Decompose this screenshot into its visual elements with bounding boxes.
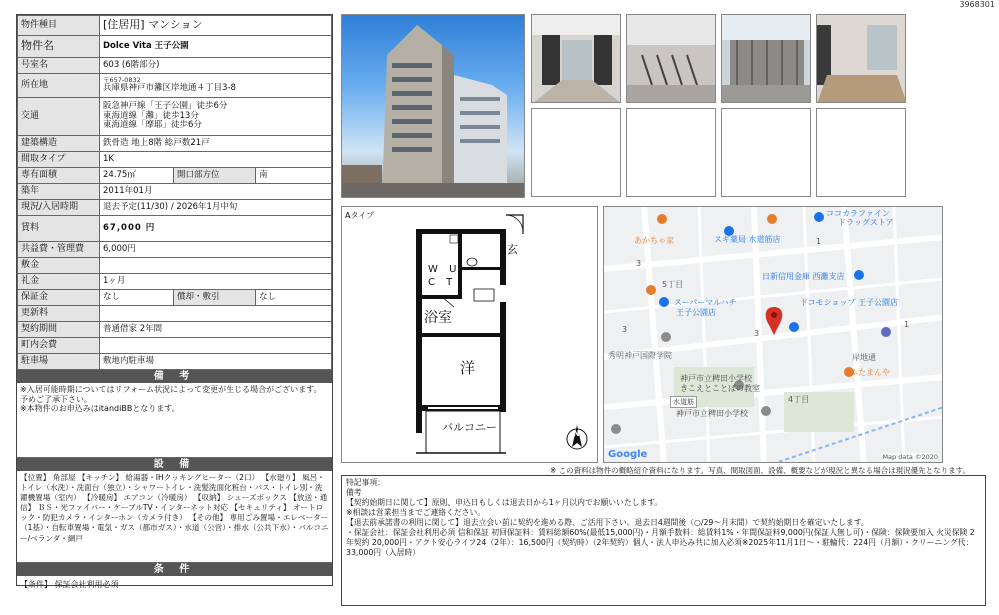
direction-value: 南 (256, 168, 332, 184)
room-label-bath: 浴室 (424, 310, 452, 326)
row-parking (18, 354, 332, 370)
remarks-line: ※入居可能時期についてはリフォーム状況によって変更が生じる場合がございます。予めご了承下さい。 (20, 385, 322, 404)
community-label: 町内会費 (18, 338, 100, 354)
conditions-text: 【条件】 保証会社利用必須 (20, 580, 119, 589)
row-address (18, 74, 332, 98)
map-label: あかちゃ家 (634, 236, 674, 245)
remarks-box (17, 383, 332, 458)
room-label-ct: C T (428, 277, 457, 288)
map-label: ドコモショップ 王子公園店 (800, 298, 899, 307)
map-label: ドラッグストア (838, 218, 894, 227)
transport-label: 交通 (18, 98, 100, 136)
photo-slot-empty (816, 108, 906, 197)
address-label: 所在地 (18, 74, 100, 98)
row-rent (18, 216, 332, 242)
google-logo: Google (608, 449, 648, 460)
row-transport (18, 98, 332, 136)
map-label: 日新信用金庫 西灘支店 (762, 272, 845, 281)
built-label: 築年 (18, 184, 100, 200)
status-value: 退去予定(11/30) / 2026年1月中旬 (100, 200, 332, 216)
map-label: ココカラファイン (826, 209, 890, 218)
renewal-label: 更新料 (18, 306, 100, 322)
entrance-photo (531, 14, 621, 103)
map-label: 王子公園店 (676, 308, 716, 317)
property-info-panel (16, 14, 333, 589)
remarks-heading: 備 考 (17, 370, 332, 383)
map-label: きこえとことばの教室 (680, 384, 760, 393)
row-room (18, 58, 332, 74)
keymoney-value: 1ヶ月 (100, 274, 332, 290)
special-notes-box (341, 475, 986, 606)
photo-slot-empty (626, 108, 716, 197)
room-label-entrance: 玄 (507, 243, 518, 256)
interior-photo (816, 14, 906, 103)
map-copyright: Map data ©2020 (882, 453, 938, 461)
parking-label: 駐車場 (18, 354, 100, 370)
address-value: 兵庫県神戸市灘区岸地通４丁目3-8 (103, 83, 236, 94)
map-label: 4丁目 (788, 395, 810, 404)
equipment-text: 【位置】 角部屋 【キッチン】 給湯器・IHクッキングヒーター（2口） 【水廻り】 風呂・トイレ（水洗）・洗面台（独立）・シャワートイレ・洗髪洗面化粧台・バス・トイレ別・洗濯機置場（室内） 【冷暖房】 エアコン（冷暖房） 【収納】 シューズボックス 【放送・通信】 ＢＳ・光ファイバー・ケーブルTV・インターネット対応 【セキュリティ】 オートロック・防犯カメラ・インターホン（カメラ付き） 【その他】 専用ごみ置場・エレベーター（1基）・自転車置場・電気・ガス（都市ガス）・水道（公営）・排水（公共下水）・バルコニー/ベランダ・網戸 (17, 471, 332, 563)
row-structure (18, 136, 332, 152)
row-community (18, 338, 332, 354)
renewal-value (100, 306, 332, 322)
area-label: 専有面積 (18, 168, 100, 184)
map-label: 5丁目 (662, 280, 684, 289)
built-value: 2011年01月 (100, 184, 332, 200)
amort-value: なし (256, 290, 332, 306)
remarks-line: ※本物件のお申込みはitandiBBとなります。 (20, 404, 180, 414)
row-status (18, 200, 332, 216)
structure-value: 鉄骨造 地上8階 総戸数21戸 (100, 136, 332, 152)
row-deposit (18, 258, 332, 274)
status-label: 現況/入居時期 (18, 200, 100, 216)
map-label: スーパーマルハチ (674, 298, 737, 307)
building-exterior-photo (341, 14, 525, 198)
notes-line: 備考 (346, 487, 362, 497)
contract-value: 普通借家 2年間 (100, 322, 332, 338)
notes-line: ・保証会社：保証会社利用必須 信和保証 初回保証料：賃料総額60%(最低15,000円)・月額手数料：総賃料1%・年間保証料9,000円(保証人無し可)・保険：保険要加入 火災保険 2年契約 20,000円・アクト安心ライフ24（2年）：16,500円（契約時）（2年契約）個人・法人申込み共に加入必須※2025年11月1日～・駐輪代：224円（月額）・クリーニング代：33,000円（入居時） (346, 527, 975, 557)
compass-n-label: N (573, 429, 580, 438)
map-label: 岸地通 (852, 353, 876, 362)
document-id: 3968301 (959, 0, 995, 9)
parking-value: 敷地内駐車場 (100, 354, 332, 370)
garbage-area-photo (721, 14, 811, 103)
row-name (18, 36, 332, 58)
room-label-balcony: バルコニー (442, 421, 497, 434)
rent-label: 賃料 (18, 216, 100, 242)
room-label-western: 洋 (460, 359, 476, 377)
deposit-label: 敷金 (18, 258, 100, 274)
photo-slot-empty (531, 108, 621, 197)
row-guarantee (18, 290, 332, 306)
map-label: スギ薬局 水道筋店 (714, 235, 781, 244)
keymoney-label: 礼金 (18, 274, 100, 290)
conditions-heading: 条 件 (17, 563, 332, 576)
map-label: 3 (636, 259, 642, 268)
guarantee-value: なし (100, 290, 174, 306)
notes-line: ※相談は営業担当までご連絡ください。 (346, 507, 486, 517)
map-label: 神戸市立稗田小学校 (676, 409, 748, 418)
floor-plan-title: Aタイプ (345, 211, 375, 220)
room-label: 号室名 (18, 58, 100, 74)
area-value: 24.75㎡ (100, 168, 174, 184)
map-label: 水道筋 (670, 396, 697, 408)
room-value: 603 (6階部分) (100, 58, 332, 74)
notes-line: 【契約始期日に関して】原則、申込日もしくは退去日から1ヶ月以内でお願いいたします。 (346, 497, 663, 507)
deposit-value (100, 258, 332, 274)
room-label-wc: W U (428, 264, 461, 275)
map-label: 3 (754, 329, 760, 338)
notes-heading: 特記事項： (346, 478, 385, 487)
community-value (100, 338, 332, 354)
row-fee (18, 242, 332, 258)
equipment-heading: 設 備 (17, 458, 332, 471)
map-label: 1 (816, 237, 822, 246)
transport-line: 東海道線「摩耶」徒歩6分 (103, 120, 202, 131)
structure-label: 建築構造 (18, 136, 100, 152)
property-table (17, 15, 332, 370)
location-map[interactable] (603, 206, 943, 463)
map-label: 1 (904, 320, 910, 329)
row-keymoney (18, 274, 332, 290)
map-label: ふたまんや (850, 368, 890, 377)
floor-plan (341, 206, 598, 463)
bicycle-parking-photo (626, 14, 716, 103)
direction-label: 開口部方位 (174, 168, 256, 184)
photo-slot-empty (721, 108, 811, 197)
disclaimer-text: ※ この資料は物件の概略紹介資料になります。写真、間取図面、設備、概要などが現況と異なる場合は現況優先となります。 (550, 466, 970, 475)
layout-value: 1K (100, 152, 332, 168)
layout-label: 間取タイプ (18, 152, 100, 168)
notes-line: 【退去前承諾書の利用に関して】退去立会い前に契約を進める際、ご活用下さい。退去日4週間後（○/29～月末間）で契約始期日を確定いたします。 (346, 517, 869, 527)
name-value: Dolce Vita 王子公園 (100, 36, 332, 58)
row-renewal (18, 306, 332, 322)
fee-label: 共益費・管理費 (18, 242, 100, 258)
row-contract (18, 322, 332, 338)
contract-label: 契約期間 (18, 322, 100, 338)
row-area (18, 168, 332, 184)
building-illustration (342, 15, 525, 198)
fee-value: 6,000円 (100, 242, 332, 258)
transport-line: 東海道線「灘」徒歩13分 (103, 110, 199, 121)
type-label: 物件種目 (18, 16, 100, 36)
row-built (18, 184, 332, 200)
row-type (18, 16, 332, 36)
rent-value: 67,000 円 (100, 216, 332, 242)
name-label: 物件名 (18, 36, 100, 58)
amort-label: 償却・敷引 (174, 290, 256, 306)
type-value: [住居用] マンション (100, 16, 332, 36)
transport-line: 阪急神戸線「王子公園」徒歩6分 (103, 100, 228, 111)
row-layout (18, 152, 332, 168)
postal-code: 〒657-0832 (103, 75, 141, 84)
map-label: 神戸市立稗田小学校 (680, 374, 752, 383)
guarantee-label: 保証金 (18, 290, 100, 306)
map-label: 秀明神戸国際学院 (608, 351, 672, 360)
map-label: 3 (622, 325, 628, 334)
